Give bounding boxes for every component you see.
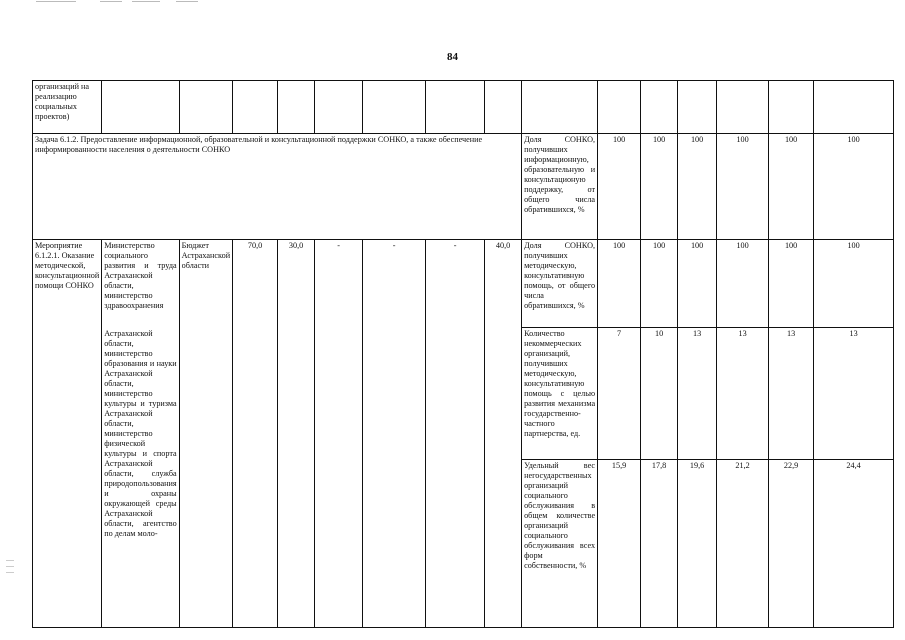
indicator-1-value-3: 100 (678, 240, 717, 328)
task-indicator: Доля СОНКО, получивших информационную, образовательную и консультационую поддержку, от общего числа обратившихся, % (522, 134, 598, 240)
document-table-wrapper (32, 80, 894, 628)
measure-executor-top: Министерство социального развития и труда Астраханской области, министерство здравоохранения (102, 240, 179, 328)
task-value-5: 100 (769, 134, 814, 240)
indicator-1-value-6: 100 (814, 240, 894, 328)
measure-executor-bottom: Астраханской области, министерство образования и науки Астраханской области, министерство культуры и туризма Астраханской области, министерство физической культуры и спорта Астраханской области, служба природопользования и охраны окружающей среды Астраханской области, агентство по делам моло- (102, 328, 179, 628)
indicator-3-value-6: 24,4 (814, 460, 894, 628)
indicator-2-value-3: 13 (678, 328, 717, 460)
indicator-3-value-1: 15,9 (598, 460, 641, 628)
financing-year-1: 30,0 (278, 240, 315, 628)
financing-year-4: - (426, 240, 485, 628)
page-number: 84 (447, 51, 458, 63)
indicator-2-value-6: 13 (814, 328, 894, 460)
table-row-task (33, 134, 894, 240)
measure-indicator-3: Удельный вес негосударственных организаций социального обслуживания в общем количестве организаций социального обслуживания всех форм собственности, % (522, 460, 598, 628)
top-scan-marks (36, 0, 206, 4)
indicator-2-value-2: 10 (641, 328, 678, 460)
indicator-2-value-4: 13 (717, 328, 769, 460)
scan-edge-marks (6, 560, 14, 580)
financing-year-3: - (363, 240, 426, 628)
financing-year-2: - (315, 240, 363, 628)
measure-name: Мероприятие 6.1.2.1. Оказание методической, консультационной помощи СОНКО (33, 240, 102, 628)
indicator-1-value-1: 100 (598, 240, 641, 328)
task-value-3: 100 (678, 134, 717, 240)
indicator-1-value-2: 100 (641, 240, 678, 328)
indicator-1-value-5: 100 (769, 240, 814, 328)
indicator-2-value-1: 7 (598, 328, 641, 460)
indicator-2-value-5: 13 (769, 328, 814, 460)
indicator-3-value-2: 17,8 (641, 460, 678, 628)
measure-source: Бюджет Астраханской области (179, 240, 232, 628)
program-table (32, 80, 894, 628)
task-value-6: 100 (814, 134, 894, 240)
table-row-continuation (33, 81, 894, 134)
task-value-2: 100 (641, 134, 678, 240)
measure-indicator-1: Доля СОНКО, получивших методическую, консультативную помощь, от общего числа обратившихся, % (522, 240, 598, 328)
task-value-4: 100 (717, 134, 769, 240)
financing-year-5: 40,0 (485, 240, 522, 628)
indicator-3-value-3: 19,6 (678, 460, 717, 628)
task-value-1: 100 (598, 134, 641, 240)
indicator-1-value-4: 100 (717, 240, 769, 328)
indicator-3-value-4: 21,2 (717, 460, 769, 628)
cell-continuation-text: организаций на реализацию социальных проектов) (33, 81, 102, 134)
measure-indicator-2: Количество некоммерческих организаций, получивших методическую, консультативную помощь с целью развития механизма государственно-частного партнерства, ед. (522, 328, 598, 460)
indicator-3-value-5: 22,9 (769, 460, 814, 628)
table-row-measure-1 (33, 240, 894, 328)
financing-total: 70,0 (233, 240, 278, 628)
task-description: Задача 6.1.2. Предоставление информационной, образовательной и консультационной поддержки СОНКО, а также обеспечение информированности населения о деятельности СОНКО (33, 134, 522, 240)
